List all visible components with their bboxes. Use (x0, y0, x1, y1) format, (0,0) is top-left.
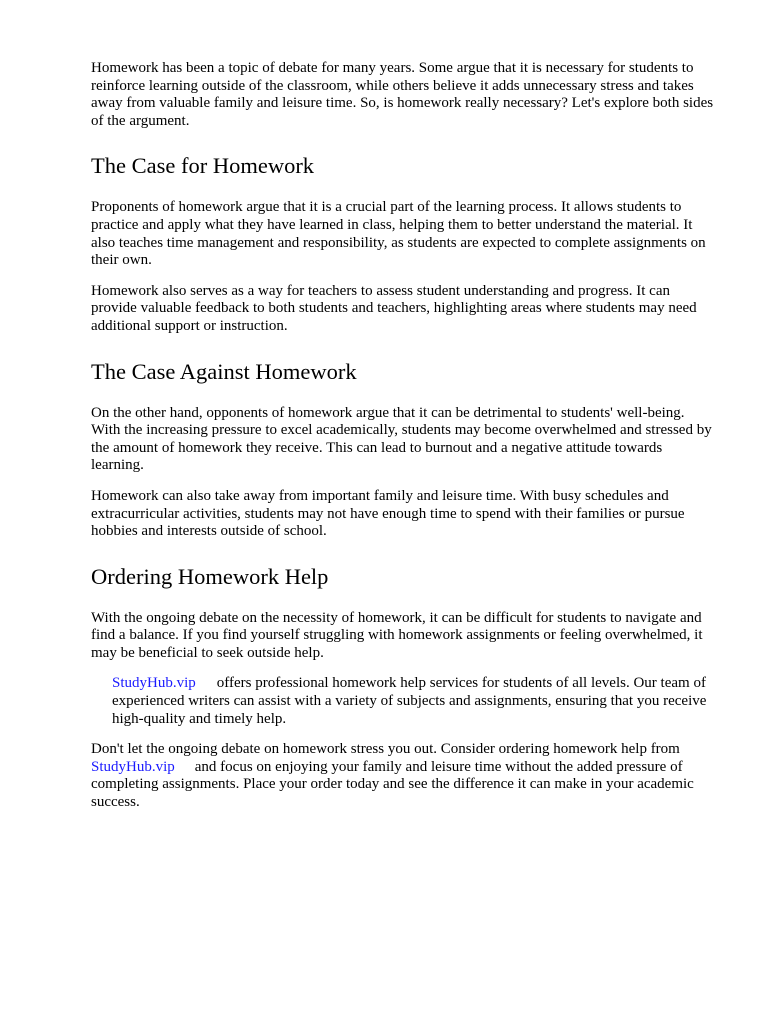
studyhub-link[interactable]: StudyHub.vip (112, 675, 196, 692)
intro-paragraph: Homework has been a topic of debate for many years. Some argue that it is necessary for students to reinforce learning outside of the classroom, while others believe it adds unnecessary stress and takes away from valuable family and leisure time. So, is homework really necessary? Let's explore both sides of the argument. (91, 60, 714, 129)
section-heading-case-against: The Case Against Homework (91, 358, 357, 384)
case-against-paragraph-2: Homework can also take away from important family and leisure time. With busy schedules and extracurricular activities, students may not have enough time to spend with their families or pursue hobbies and interests outside of school. (91, 487, 685, 540)
closing-paragraph (91, 741, 717, 811)
closing-text-after: and focus on enjoying your family and leisure time without the added pressure of completing assignments. Place your order today and see the difference it can make in your academic success. (91, 758, 694, 811)
section-heading-ordering-help: Ordering Homework Help (91, 563, 329, 589)
document-page (91, 60, 717, 812)
promo-paragraph (91, 675, 717, 728)
ordering-help-paragraph: With the ongoing debate on the necessity of homework, it can be difficult for students to navigate and find a balance. If you find yourself struggling with homework assignments or feeling overwhelmed, it may be beneficial to seek outside help. (91, 609, 703, 661)
section-heading-case-for: The Case for Homework (91, 153, 315, 179)
case-against-paragraph-1: On the other hand, opponents of homework argue that it can be detrimental to students' well-being. With the increasing pressure to excel academically, students may become overwhelmed and stressed by the amount of homework they receive. This can lead to burnout and a negative attitude towards learning. (91, 404, 712, 474)
studyhub-link-closing[interactable]: StudyHub.vip (91, 758, 175, 775)
case-for-paragraph-2: Homework also serves as a way for teachers to assess student understanding and progress. It can provide valuable feedback to both students and teachers, highlighting areas where students may need additional support or instruction. (91, 282, 697, 334)
case-for-paragraph-1: Proponents of homework argue that it is a crucial part of the learning process. It allows students to practice and apply what they have learned in class, helping them to better understand the material. It also teaches time management and responsibility, as students are expected to complete assignments on their own. (91, 199, 706, 269)
promo-text: offers professional homework help services for students of all levels. Our team of experienced writers can assist with a variety of subjects and assignments, ensuring that you receive high-quality and timely help. (112, 675, 707, 727)
closing-text-before: Don't let the ongoing debate on homework stress you out. Consider ordering homework help from (91, 741, 680, 758)
